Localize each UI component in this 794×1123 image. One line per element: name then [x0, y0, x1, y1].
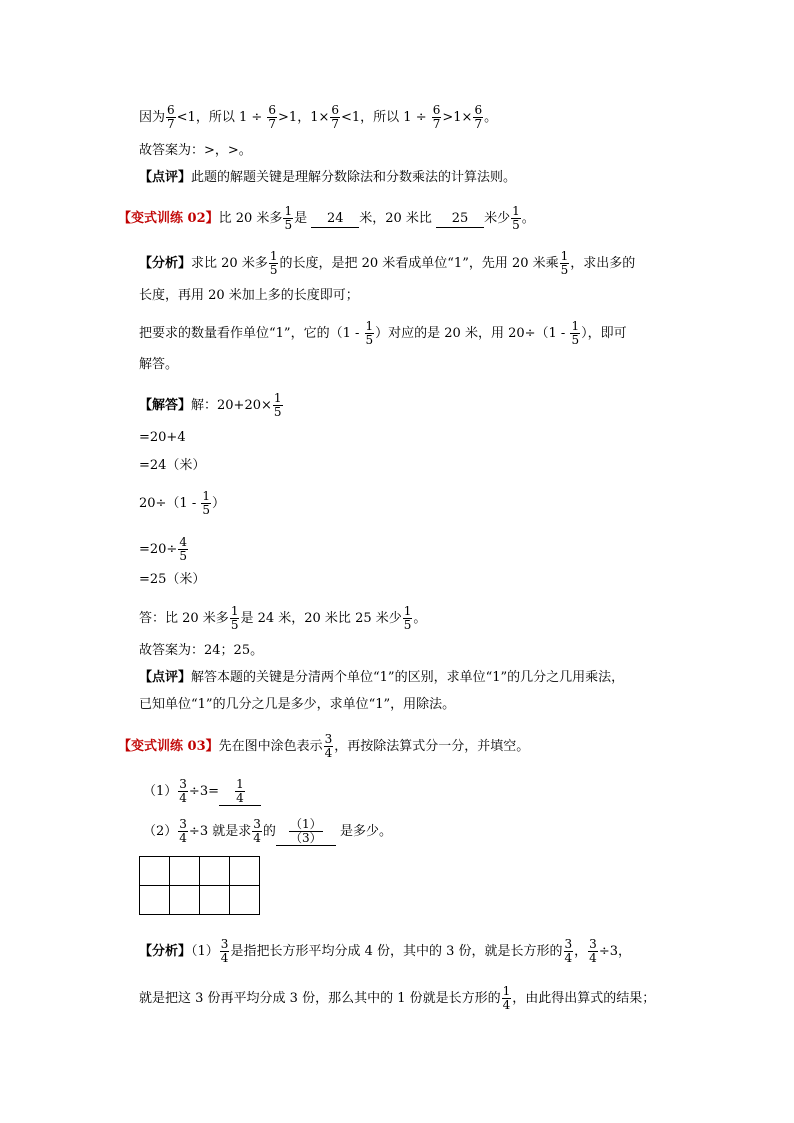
rectangle-grid[interactable] [139, 856, 260, 915]
fraction: $\frac{3}{4}$ [253, 817, 261, 845]
text: >1× [442, 110, 473, 125]
question-02: 【变式训练 02】比 20 米多 $\frac{1}{5}$ 是 24 米，20 米比 25 米少 $\frac{1}{5}$ 。 [118, 204, 535, 232]
fraction: $\frac{1}{5}$ [230, 604, 239, 632]
fraction: $\frac{1}{5}$ [403, 604, 412, 632]
analysis-line-1: 【分析】求比 20 米多 $\frac{1}{5}$ 的长度，是把 20 米看成单位“1”，先用 20 米乘 $\frac{1}{5}$ ，求出多的 [139, 249, 636, 277]
analysis-tag: 【分析】 [139, 944, 192, 959]
fraction: $\frac{6}{7}$ [268, 103, 277, 131]
text: 因为 [139, 110, 166, 125]
fraction: $\frac{1}{5}$ [512, 204, 520, 232]
fraction: $\frac{1}{4}$ [502, 984, 511, 1012]
analysis-03-line-1: 【分析】（1） $\frac{3}{4}$ 是指把长方形平均分成 4 份，其中的 3 份，就是长方形的 $\frac{3}{4}$ ， $\frac{3}{4}$ ÷3， [139, 937, 631, 965]
analysis-line-3: 把要求的数量看作单位“1”，它的（1 - $\frac{1}{5}$ ）对应的是 20 米，用 20÷（1 - $\frac{1}{5}$ ），即可 [139, 319, 627, 347]
fraction: $\frac{4}{5}$ [179, 535, 187, 563]
solution-line-3: =24（米） [139, 458, 206, 473]
answer-blank-3 [219, 778, 261, 806]
grid-cell[interactable] [230, 857, 259, 886]
fraction: $\frac{6}{7}$ [432, 103, 441, 131]
fraction: $\frac{1}{5}$ [365, 319, 374, 347]
solution-line-4: 20÷（1 - $\frac{1}{5}$ ） [139, 489, 226, 517]
solution-line-2: =20+4 [139, 430, 186, 445]
fraction: $\frac{6}{7}$ [167, 103, 175, 131]
fraction: $\frac{3}{4}$ [220, 937, 229, 965]
text: <1，所以 1 ÷ [341, 110, 431, 125]
question-03-part-2: （2） $\frac{3}{4}$ ÷3 就是求 $\frac{3}{4}$ 的 $\frac{(1)}{(3)}$ 是多少。 [143, 817, 393, 845]
explanation-line-1 [139, 104, 497, 131]
fraction: $\frac{6}{7}$ [331, 103, 339, 131]
question-tag: 【变式训练 03】 [118, 739, 219, 754]
grid-cell[interactable] [170, 857, 200, 886]
text: >1，1× [278, 110, 330, 125]
grid-cell[interactable] [170, 886, 200, 914]
grid-cell[interactable] [140, 886, 170, 914]
solution-answer: 答：比 20 米多 $\frac{1}{5}$ 是 24 米，20 米比 25 米少 $\frac{1}{5}$ 。 [139, 604, 427, 632]
answer-blank-2: 25 [436, 211, 484, 228]
fraction: $\frac{3}{4}$ [179, 777, 187, 805]
question-tag: 【变式训练 02】 [118, 211, 219, 226]
comment-tag: 【点评】 [139, 670, 192, 685]
comment-line-2: 【点评】解答本题的关键是分清两个单位“1”的区别，求单位“1”的几分之几用乘法， [139, 670, 625, 685]
fraction: $\frac{3}{4}$ [179, 817, 187, 845]
fraction: $\frac{1}{5}$ [284, 204, 293, 232]
fraction: $\frac{1}{5}$ [571, 319, 580, 347]
fraction: $\frac{1}{5}$ [269, 249, 278, 277]
fraction: $\frac{3}{4}$ [324, 732, 333, 760]
fraction: $\frac{1}{5}$ [273, 391, 282, 419]
analysis-tag: 【分析】 [139, 256, 192, 271]
answer-line: 故答案为：>，>。 [139, 143, 252, 158]
grid-cell[interactable] [200, 886, 230, 914]
comment-line-3: 已知单位“1”的几分之几是多少，求单位“1”，用除法。 [139, 697, 456, 712]
fraction: $\frac{3}{4}$ [589, 937, 597, 965]
solution-tag: 【解答】 [139, 398, 192, 413]
fraction: $\frac{(1)}{(3)}$ [290, 817, 322, 845]
solution-line-5: =20÷ $\frac{4}{5}$ [139, 535, 187, 563]
question-03: 【变式训练 03】先在图中涂色表示 $\frac{3}{4}$ ，再按除法算式分一分，并填空。 [118, 732, 530, 760]
comment-tag: 【点评】 [139, 170, 192, 185]
text: 。 [484, 110, 498, 125]
text: <1，所以 1 ÷ [176, 110, 267, 125]
fraction: $\frac{6}{7}$ [474, 103, 483, 131]
fraction: $\frac{1}{4}$ [236, 777, 244, 805]
fraction: $\frac{3}{4}$ [564, 937, 573, 965]
comment-line [139, 170, 516, 186]
solution-line-1: 【解答】解：20+20× $\frac{1}{5}$ [139, 391, 282, 419]
fraction: $\frac{1}{5}$ [560, 249, 569, 277]
analysis-line-4: 解答。 [139, 357, 179, 372]
analysis-03-line-2: 就是把这 3 份再平均分成 3 份，那么其中的 1 份就是长方形的 $\frac{1}{4}$ ，由此得出算式的结果； [139, 984, 656, 1012]
analysis-line-2: 长度，再用 20 米加上多的长度即可； [139, 288, 359, 303]
text: 此题的解题关键是理解分数除法和分数乘法的计算法则。 [191, 170, 517, 185]
answer-blank-1: 24 [311, 211, 359, 228]
grid-cell[interactable] [140, 857, 170, 886]
grid-cell[interactable] [200, 857, 230, 886]
final-answer: 故答案为：24；25。 [139, 643, 264, 658]
grid-cell[interactable] [230, 886, 259, 914]
answer-blank-4 [276, 818, 336, 846]
fraction: $\frac{1}{5}$ [202, 489, 211, 517]
solution-line-6: =25（米） [139, 572, 206, 587]
question-03-part-1: （1） $\frac{3}{4}$ ÷3= $\frac{1}{4}$ [143, 778, 261, 806]
